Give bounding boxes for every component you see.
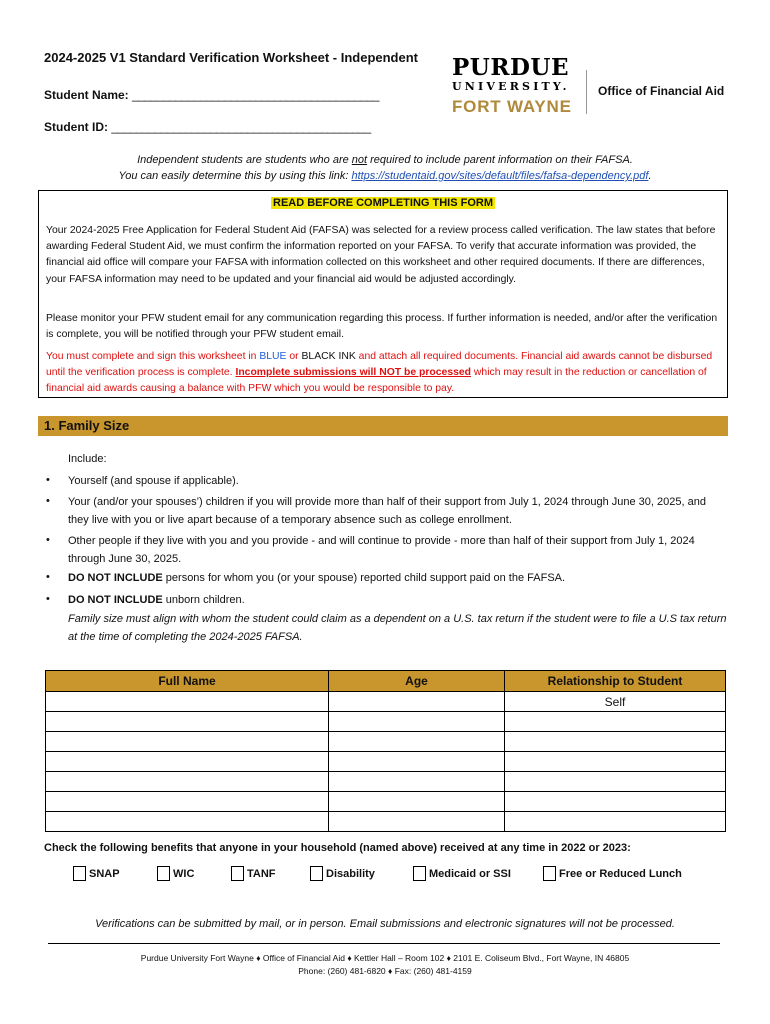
benefits-question: Check the following benefits that anyone in your household (named above) received at any time in 2022 or 2023:: [44, 842, 631, 854]
include-label: Include:: [68, 453, 107, 465]
student-name-label: Student Name:: [44, 88, 129, 102]
relationship-cell[interactable]: [505, 752, 726, 772]
section-family-size-header: 1. Family Size: [38, 416, 728, 436]
student-id-label: Student ID:: [44, 120, 108, 134]
readme-paragraph-3: You must complete and sign this worksheet in BLUE or BLACK INK and attach all required documents. Financial aid awards cannot be disbursed until the verification process is complete. Incomplete submissions will NOT be processed which may result in the reduction or cancellation of financial aid awards causing a balance with PFW which you would be responsible to pay.: [46, 351, 713, 395]
student-name-row: [44, 88, 379, 102]
benefit-tanf[interactable]: TANF: [231, 866, 276, 881]
table-row: [46, 812, 726, 832]
incomplete-warning: Incomplete submissions will NOT be processed: [235, 367, 472, 379]
logo-university: UNIVERSITY.: [452, 80, 570, 93]
col-age: Age: [329, 671, 505, 692]
purdue-fort-wayne-logo: [452, 56, 577, 117]
age-cell[interactable]: [329, 692, 505, 712]
logo-purdue: PURDUE: [452, 54, 570, 81]
checkbox-icon[interactable]: [413, 866, 426, 881]
relationship-cell[interactable]: [505, 812, 726, 832]
readme-paragraph-1: Your 2024-2025 Free Application for Federal Student Aid (FAFSA) was selected for a review process called verification. The law states that before awarding Federal Student Aid, we must confirm the information reported on your FAFSA. To verify that accurate information was provided, the financial aid office will compare your FAFSA with information collected on this worksheet and other required documents. If there are differences, your FAFSA information may need to be updated and your financial aid would be adjusted accordingly.: [46, 225, 716, 285]
page-title: 2024-2025 V1 Standard Verification Worksheet - Independent: [44, 50, 418, 65]
col-full-name: Full Name: [46, 671, 329, 692]
intro-line-2: You can easily determine this by using this link: https://studentaid.gov/sites/default/files/fafsa-dependency.pdf.: [118, 170, 652, 182]
bullet-icon: •: [46, 495, 50, 507]
read-before-box: [38, 190, 728, 398]
table-header-row: [46, 671, 726, 692]
benefit-medicaid-ssi[interactable]: Medicaid or SSI: [413, 866, 511, 881]
office-name: Office of Financial Aid: [598, 84, 725, 98]
intro-text: [40, 152, 730, 184]
checkbox-icon[interactable]: [157, 866, 170, 881]
checkbox-icon[interactable]: [231, 866, 244, 881]
name-cell[interactable]: [46, 752, 329, 772]
read-before-title: READ BEFORE COMPLETING THIS FORM: [273, 197, 493, 209]
intro-line-1: Independent students are students who are not required to include parent information on their FAFSA.: [137, 154, 633, 166]
benefit-snap[interactable]: SNAP: [73, 866, 120, 881]
student-id-row: [44, 120, 371, 134]
include-item-self: Yourself (and spouse if applicable).: [68, 475, 239, 487]
age-cell[interactable]: [329, 812, 505, 832]
table-row: [46, 792, 726, 812]
exclude-item-child-support: DO NOT INCLUDE persons for whom you (or your spouse) reported child support paid on the FAFSA.: [68, 572, 566, 584]
name-cell[interactable]: [46, 692, 329, 712]
exclude-item-unborn: DO NOT INCLUDE unborn children.: [68, 594, 245, 606]
footer-phone: Phone: (260) 481-6820 ♦ Fax: (260) 481-4159: [298, 966, 472, 976]
name-cell[interactable]: [46, 772, 329, 792]
name-cell[interactable]: [46, 732, 329, 752]
table-row: [46, 732, 726, 752]
table-row: [46, 752, 726, 772]
name-cell[interactable]: [46, 792, 329, 812]
include-item-others: Other people if they live with you and you provide - and will continue to provide - more than half of their support from July 1, 2024 through June 30, 2025.: [68, 535, 695, 565]
age-cell[interactable]: [329, 712, 505, 732]
relationship-cell[interactable]: [505, 712, 726, 732]
bullet-icon: •: [46, 593, 50, 605]
checkbox-icon[interactable]: [543, 866, 556, 881]
include-item-children: Your (and/or your spouses’) children if you will provide more than half of their support from July 1, 2024 through June 30, 2025, and they live with you or live apart because of a temporary absence such as college enrollment.: [68, 496, 706, 526]
table-row: [46, 772, 726, 792]
name-cell[interactable]: [46, 812, 329, 832]
footer-divider: [48, 943, 720, 944]
bullet-icon: •: [46, 534, 50, 546]
student-id-field[interactable]: __________________________________________: [111, 120, 371, 134]
bullet-icon: •: [46, 474, 50, 486]
relationship-cell[interactable]: [505, 792, 726, 812]
name-cell[interactable]: [46, 712, 329, 732]
col-relationship: Relationship to Student: [505, 671, 726, 692]
bullet-icon: •: [46, 571, 50, 583]
family-members-table: [45, 670, 726, 832]
age-cell[interactable]: [329, 752, 505, 772]
age-cell[interactable]: [329, 792, 505, 812]
logo-divider: [586, 70, 587, 114]
relationship-cell[interactable]: [505, 732, 726, 752]
table-row: [46, 692, 726, 712]
checkbox-icon[interactable]: [73, 866, 86, 881]
readme-paragraph-2: Please monitor your PFW student email for any communication regarding this process. If further information is needed, and/or after the verification is complete, you will be notified through your PFW student email.: [46, 313, 718, 341]
logo-fort-wayne: FORT WAYNE: [452, 97, 572, 116]
footer-address: Purdue University Fort Wayne ♦ Office of Financial Aid ♦ Kettler Hall – Room 102 ♦ 2101 E. Coliseum Blvd., Fort Wayne, IN 46805: [140, 953, 630, 963]
checkbox-icon[interactable]: [310, 866, 323, 881]
family-size-note: Family size must align with whom the student could claim as a dependent on a U.S. tax return if the student were to file a U.S tax return at the time of completing the 2024-2025 FAFSA.: [68, 613, 727, 643]
submission-note: Verifications can be submitted by mail, or in person. Email submissions and electronic signatures will not be processed.: [95, 918, 675, 930]
fafsa-dependency-link[interactable]: https://studentaid.gov/sites/default/files/fafsa-dependency.pdf: [351, 170, 649, 182]
benefit-disability[interactable]: Disability: [310, 866, 375, 881]
student-name-field[interactable]: ________________________________________: [132, 88, 379, 102]
relationship-cell[interactable]: Self: [505, 692, 726, 712]
age-cell[interactable]: [329, 732, 505, 752]
table-row: [46, 712, 726, 732]
footer-contact: [40, 952, 730, 978]
relationship-cell[interactable]: [505, 772, 726, 792]
intro-not: not: [351, 154, 368, 166]
benefit-free-reduced-lunch[interactable]: Free or Reduced Lunch: [543, 866, 682, 881]
age-cell[interactable]: [329, 772, 505, 792]
benefit-wic[interactable]: WIC: [157, 866, 194, 881]
